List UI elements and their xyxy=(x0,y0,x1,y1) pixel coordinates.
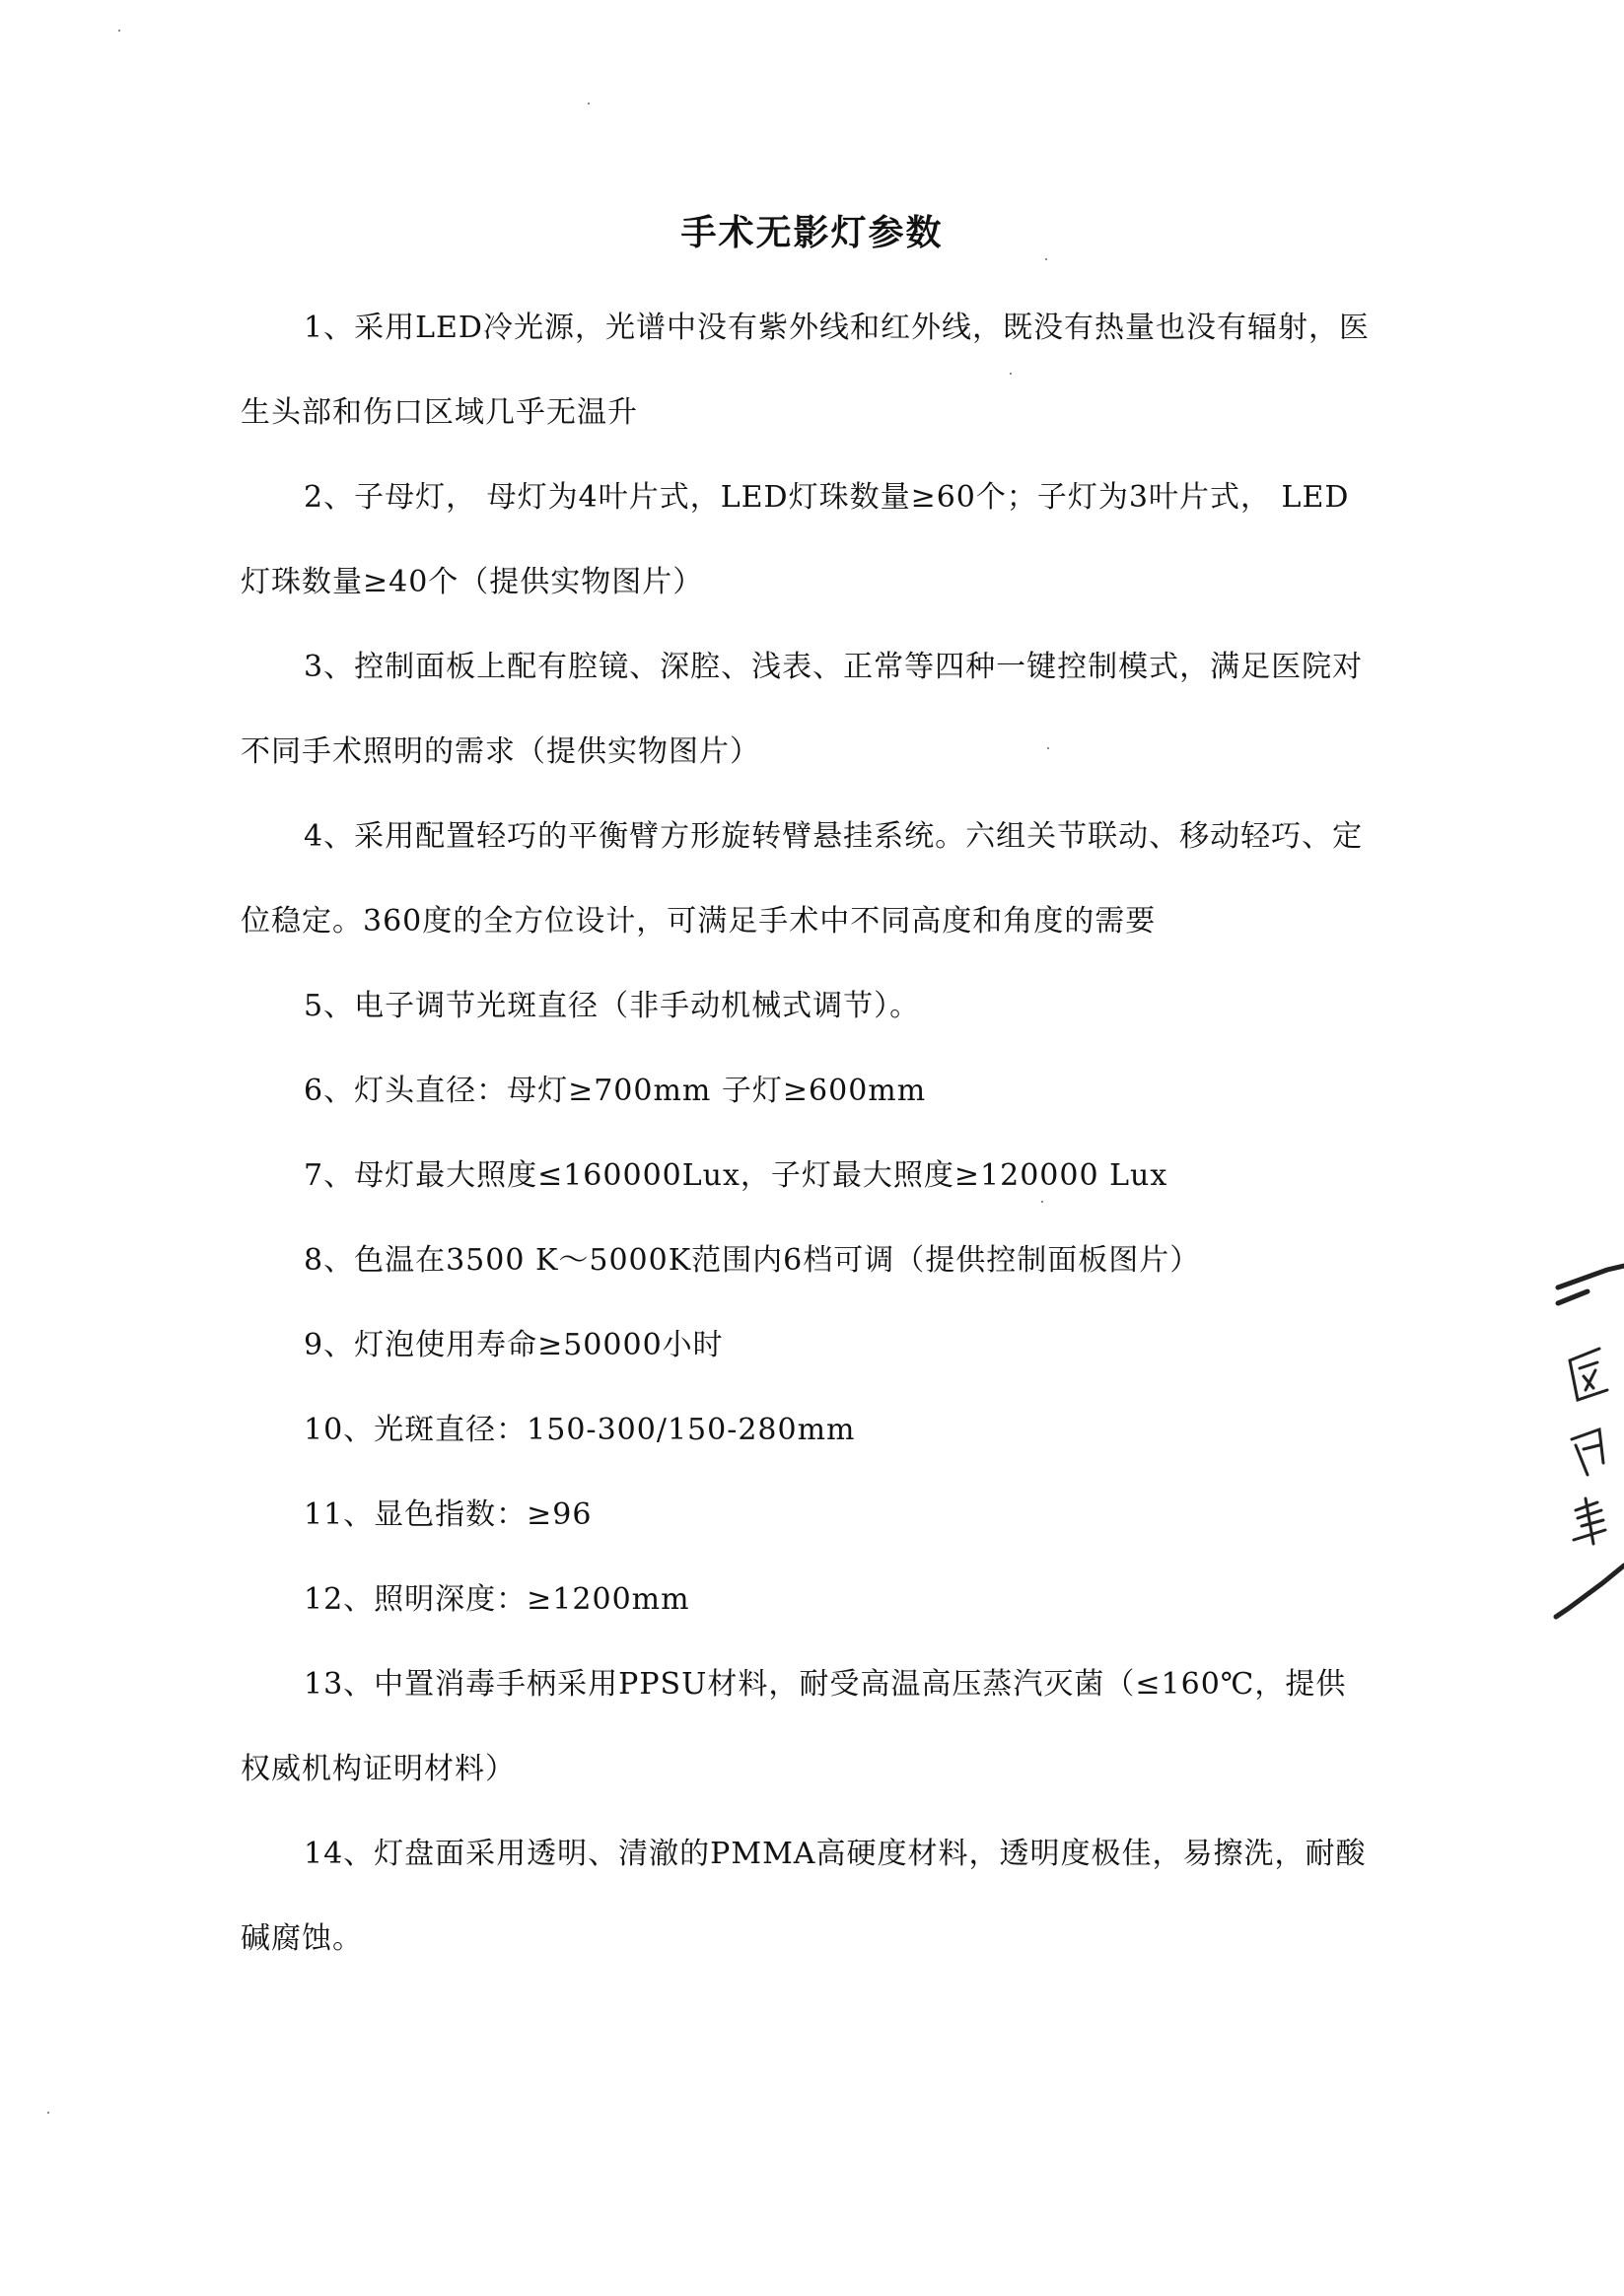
scan-speck xyxy=(1047,747,1049,749)
paragraph-8: 8、色温在3500 K～5000K范围内6档可调（提供控制面板图片） xyxy=(304,1243,1201,1278)
scan-speck xyxy=(1045,258,1047,260)
paragraph-11: 11、显色指数：≥96 xyxy=(304,1497,593,1532)
seal-stamp xyxy=(1548,1252,1624,1627)
scan-speck xyxy=(588,103,590,104)
scan-speck xyxy=(47,2112,49,2114)
paragraph-12: 12、照明深度：≥1200mm xyxy=(304,1582,690,1617)
paragraph-3: 3、控制面板上配有腔镜、深腔、浅表、正常等四种一键控制模式，满足医院对不同手术照明的需求（提供实物图片） xyxy=(241,650,1364,769)
paragraph-1: 1、采用LED冷光源，光谱中没有紫外线和红外线，既没有热量也没有辐射，医生头部和伤口区域几乎无温升 xyxy=(241,311,1370,430)
paragraph-7: 7、母灯最大照度≤160000Lux，子灯最大照度≥120000 Lux xyxy=(304,1158,1168,1193)
scan-speck xyxy=(1010,373,1012,375)
paragraph-13: 13、中置消毒手柄采用PPSU材料，耐受高温高压蒸汽灭菌（≤160℃，提供权威机构证明材料） xyxy=(241,1667,1347,1786)
paragraph-2: 2、子母灯， 母灯为4叶片式，LED灯珠数量≥60个；子灯为3叶片式， LED灯珠数量≥40个（提供实物图片） xyxy=(241,480,1350,599)
paragraph-10: 10、光斑直径：150-300/150-280mm xyxy=(304,1413,856,1447)
paragraph-5: 5、电子调节光斑直径（非手动机械式调节）。 xyxy=(304,989,921,1023)
document-body xyxy=(241,286,1375,1982)
document-title: 手术无影灯参数 xyxy=(680,213,944,253)
scan-speck xyxy=(118,30,120,32)
scan-speck xyxy=(1041,1201,1043,1203)
paragraph-9: 9、灯泡使用寿命≥50000小时 xyxy=(304,1328,724,1362)
paragraph-4: 4、采用配置轻巧的平衡臂方形旋转臂悬挂系统。六组关节联动、移动轻巧、定位稳定。360度的全方位设计，可满足手术中不同高度和角度的需要 xyxy=(241,819,1364,939)
paragraph-6: 6、灯头直径：母灯≥700mm 子灯≥600mm xyxy=(304,1074,927,1108)
paragraph-14: 14、灯盘面采用透明、清澈的PMMA高硬度材料，透明度极佳，易擦洗，耐酸碱腐蚀。 xyxy=(241,1837,1367,1956)
seal-stamp-graphic xyxy=(1548,1252,1624,1627)
